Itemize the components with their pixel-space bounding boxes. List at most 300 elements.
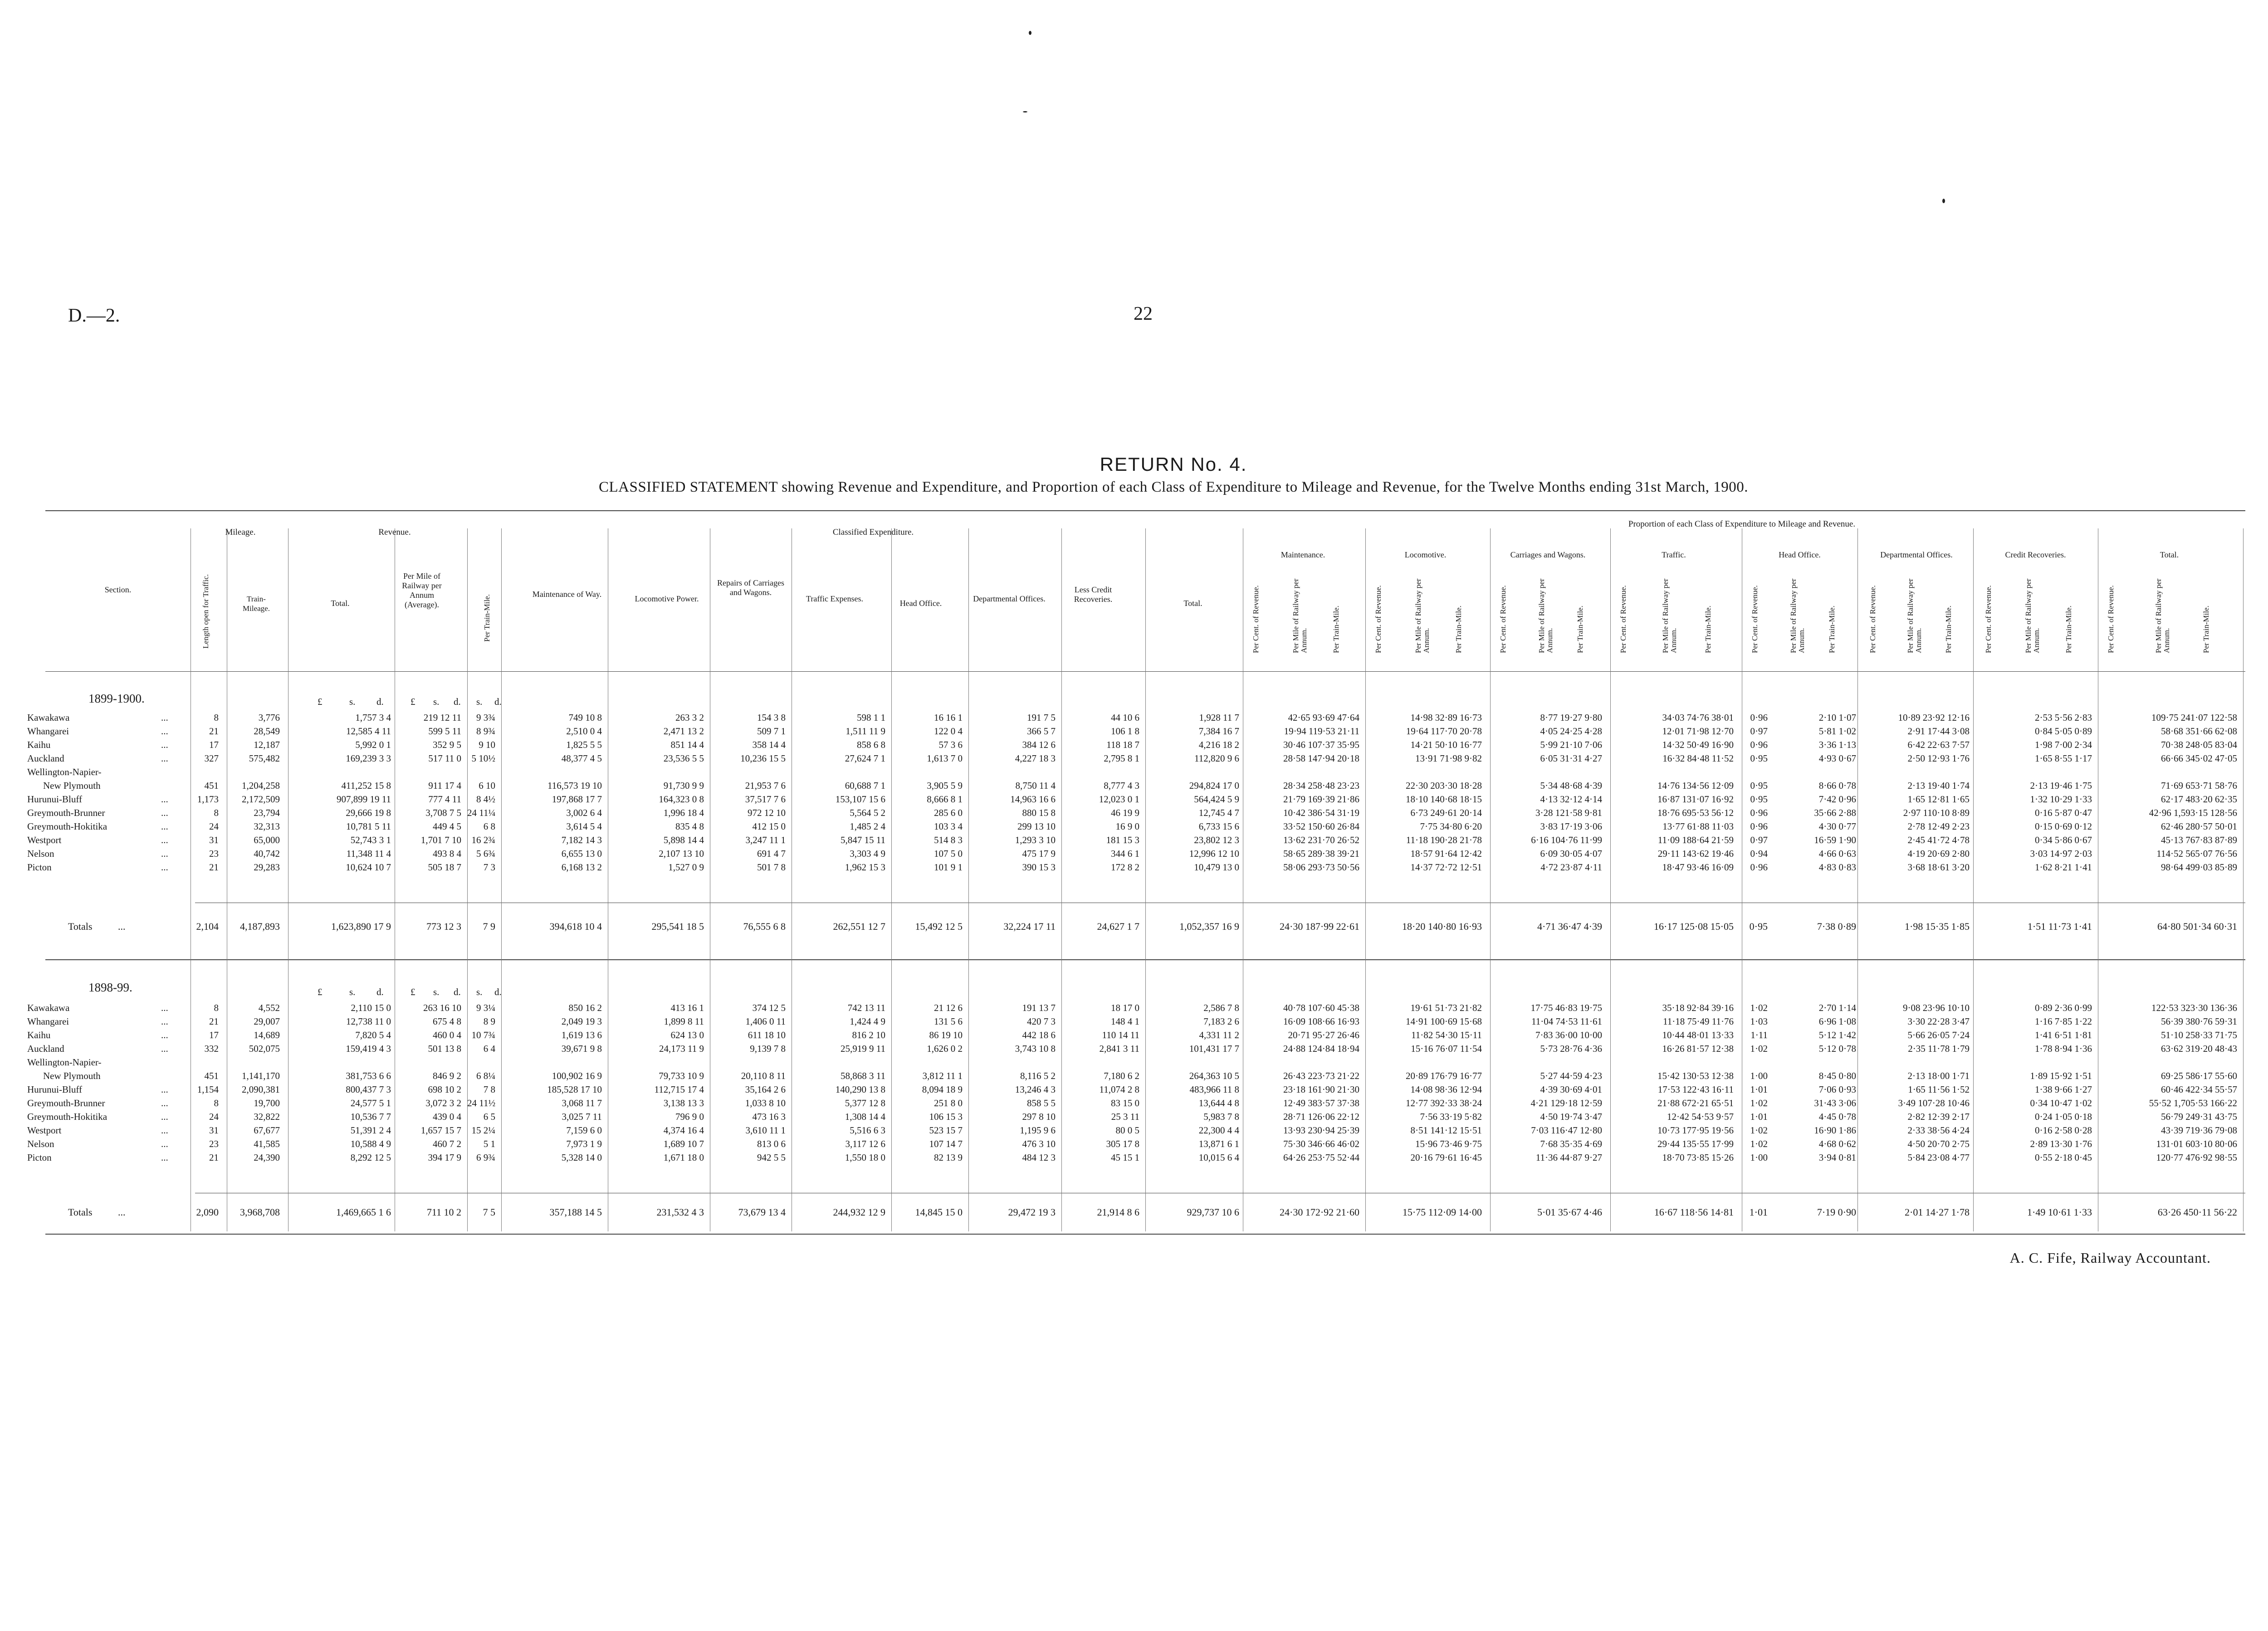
cell-maintenance: 116,573 19 10 xyxy=(547,780,602,791)
cell-locomotive: 2,107 13 10 xyxy=(659,848,704,859)
cell-p-carr: 5·99 21·10 7·06 xyxy=(1540,739,1602,750)
cell-rev-total: 159,419 4 3 xyxy=(346,1043,391,1054)
unit-label: d. xyxy=(376,696,384,707)
cell-p-total: 56·39 380·76 59·31 xyxy=(2161,1016,2237,1027)
proportion-column-header: Per Mile of Railway per Annum. xyxy=(1537,578,1554,653)
section-name: Greymouth-Hokitika xyxy=(27,1111,108,1122)
cell-departmental: 442 18 6 xyxy=(1022,1030,1056,1040)
cell-rev-total: 10,536 7 7 xyxy=(350,1111,391,1122)
cell-p-dept: 6·42 22·63 7·57 xyxy=(1907,739,1970,750)
cell-p-total: 42·96 1,593·15 128·56 xyxy=(2149,807,2237,818)
cell-p-loco: 15·16 76·07 11·54 xyxy=(1411,1043,1482,1054)
header-train-mileage: Train-Mileage. xyxy=(243,595,270,613)
cell-train-miles: 3,776 xyxy=(258,712,280,723)
cell-repairs: 35,164 2 6 xyxy=(745,1084,786,1095)
cell-rev-total: 24,577 5 1 xyxy=(350,1098,391,1108)
cell-rev-per-train: 24 11½ xyxy=(467,1098,496,1108)
cell-locomotive: 112,715 17 4 xyxy=(654,1084,704,1095)
cell-credit: 44 10 6 xyxy=(1111,712,1139,723)
section-name: Westport xyxy=(27,1125,62,1136)
totals-maintenance: 357,188 14 5 xyxy=(549,1206,602,1218)
cell-head-office: 131 5 6 xyxy=(934,1016,963,1027)
cell-maintenance: 7,973 1 9 xyxy=(566,1138,602,1149)
cell-credit: 80 0 5 xyxy=(1115,1125,1139,1136)
cell-locomotive: 835 4 8 xyxy=(675,821,704,832)
totals-p-total: 64·80 501·34 60·31 xyxy=(2157,921,2237,932)
cell-p-dept: 1·65 11·56 1·52 xyxy=(1908,1084,1970,1095)
cell-rev-per-train: 16 2¾ xyxy=(471,835,495,845)
cell-rev-per-train: 15 2¼ xyxy=(471,1125,495,1136)
cell-locomotive: 23,536 5 5 xyxy=(663,753,704,764)
cell-p-head2: 31·43 3·06 xyxy=(1814,1098,1856,1108)
totals-p-dept: 2·01 14·27 1·78 xyxy=(1905,1206,1970,1218)
cell-p-credit: 0·24 1·05 0·18 xyxy=(2035,1111,2092,1122)
leader-dots: ... xyxy=(161,1152,168,1163)
cell-length: 21 xyxy=(209,1016,219,1027)
cell-total: 483,966 11 8 xyxy=(1189,1084,1239,1095)
statement-heading: CLASSIFIED STATEMENT showing Revenue and Expenditure, and Proportion of each Class of Expenditure to Mileage and Revenue, for the Twelve Months ending 31st March, 1900. xyxy=(598,479,1749,495)
cell-locomotive: 5,898 14 4 xyxy=(663,835,704,845)
cell-p-dept: 10·89 23·92 12·16 xyxy=(1898,712,1970,723)
cell-p-head: 0·94 xyxy=(1750,848,1768,859)
cell-rev-per-train: 9 3¼ xyxy=(476,1002,495,1013)
cell-p-traffic: 11·09 188·64 21·59 xyxy=(1657,835,1734,845)
cell-head-office: 8,094 18 9 xyxy=(922,1084,963,1095)
cell-maintenance: 3,002 6 4 xyxy=(566,807,602,818)
proportion-column-header: Per Cent. of Revenue. xyxy=(1984,585,1993,653)
cell-p-total: 66·66 345·02 47·05 xyxy=(2161,753,2237,764)
proportion-subgroup: Maintenance. xyxy=(1281,550,1325,559)
totals-p-credit: 1·51 11·73 1·41 xyxy=(2027,921,2092,932)
leader-dots: ... xyxy=(161,1002,168,1013)
cell-p-head: 0·95 xyxy=(1750,780,1768,791)
cell-total: 10,479 13 0 xyxy=(1194,862,1239,873)
cell-departmental: 4,227 18 3 xyxy=(1015,753,1056,764)
cell-repairs: 509 7 1 xyxy=(757,726,786,737)
cell-traffic: 25,919 9 11 xyxy=(841,1043,885,1054)
proportion-column-header: Per Cent. of Revenue. xyxy=(1750,585,1759,653)
cell-departmental: 8,750 11 4 xyxy=(1015,780,1056,791)
cell-p-carr: 6·05 31·31 4·27 xyxy=(1540,753,1602,764)
cell-train-miles: 32,313 xyxy=(254,821,280,832)
cell-length: 327 xyxy=(204,753,219,764)
cell-p-maint: 30·46 107·37 35·95 xyxy=(1283,739,1359,750)
totals-repairs: 73,679 13 4 xyxy=(738,1206,786,1218)
cell-departmental: 13,246 4 3 xyxy=(1015,1084,1056,1095)
cell-repairs: 501 7 8 xyxy=(757,862,786,873)
cell-p-carr: 8·77 19·27 9·80 xyxy=(1540,712,1602,723)
section-name: Whangarei xyxy=(27,726,69,737)
cell-p-carr: 4·72 23·87 4·11 xyxy=(1540,862,1602,873)
cell-p-traffic: 34·03 74·76 38·01 xyxy=(1662,712,1734,723)
cell-train-miles: 32,822 xyxy=(254,1111,280,1122)
cell-rev-per-train: 6 10 xyxy=(479,780,495,791)
cell-p-maint: 28·34 258·48 23·23 xyxy=(1283,780,1359,791)
cell-maintenance: 48,377 4 5 xyxy=(561,753,602,764)
cell-total: 1,928 11 7 xyxy=(1199,712,1239,723)
cell-p-loco: 19·64 117·70 20·78 xyxy=(1406,726,1482,737)
cell-p-total: 60·46 422·34 55·57 xyxy=(2161,1084,2237,1095)
cell-credit: 12,023 0 1 xyxy=(1099,794,1139,805)
proportion-column-header: Per Mile of Railway per Annum. xyxy=(1906,578,1923,653)
unit-label: d. xyxy=(494,696,502,707)
cell-p-dept: 5·66 26·05 7·24 xyxy=(1907,1030,1970,1040)
cell-p-credit: 2·89 13·30 1·76 xyxy=(2030,1138,2092,1149)
cell-rev-per-mile: 263 16 10 xyxy=(423,1002,461,1013)
cell-traffic: 5,847 15 11 xyxy=(841,835,885,845)
cell-traffic: 3,117 12 6 xyxy=(845,1138,885,1149)
section-name: Picton xyxy=(27,1152,52,1163)
cell-departmental: 191 13 7 xyxy=(1022,1002,1056,1013)
totals-traffic: 262,551 12 7 xyxy=(833,921,885,932)
leader-dots: ... xyxy=(161,794,168,805)
header-head-office: Head Office. xyxy=(899,599,942,608)
cell-rev-per-mile: 505 18 7 xyxy=(428,862,461,873)
totals-label: Totals xyxy=(68,1206,93,1218)
header-maintenance: Maintenance of Way. xyxy=(532,590,602,599)
cell-repairs: 972 12 10 xyxy=(748,807,786,818)
cell-maintenance: 2,049 19 3 xyxy=(561,1016,602,1027)
cell-length: 17 xyxy=(209,739,219,750)
cell-p-loco: 14·98 32·89 16·73 xyxy=(1410,712,1482,723)
cell-repairs: 37,517 7 6 xyxy=(745,794,786,805)
cell-p-maint: 24·88 124·84 18·94 xyxy=(1283,1043,1359,1054)
cell-traffic: 742 13 11 xyxy=(847,1002,885,1013)
cell-p-loco: 18·10 140·68 18·15 xyxy=(1406,794,1482,805)
cell-head-office: 106 15 3 xyxy=(929,1111,963,1122)
unit-label: £ xyxy=(411,986,415,997)
cell-p-maint: 16·09 108·66 16·93 xyxy=(1283,1016,1359,1027)
cell-credit: 110 14 11 xyxy=(1102,1030,1139,1040)
cell-total: 4,331 11 2 xyxy=(1199,1030,1239,1040)
cell-maintenance: 3,068 11 7 xyxy=(562,1098,602,1108)
cell-p-dept: 4·50 20·70 2·75 xyxy=(1907,1138,1970,1149)
cell-p-head: 0·96 xyxy=(1750,712,1768,723)
cell-locomotive: 1,996 18 4 xyxy=(663,807,704,818)
cell-p-loco: 14·91 100·69 15·68 xyxy=(1406,1016,1482,1027)
cell-rev-per-mile: 846 9 2 xyxy=(433,1070,461,1081)
cell-length: 23 xyxy=(209,848,219,859)
cell-rev-per-mile: 698 10 2 xyxy=(428,1084,461,1095)
cell-rev-per-mile: 1,657 15 7 xyxy=(420,1125,461,1136)
leader-dots: ... xyxy=(118,921,126,932)
unit-label: £ xyxy=(318,986,323,997)
cell-rev-total: 12,738 11 0 xyxy=(346,1016,391,1027)
totals-train-miles: 3,968,708 xyxy=(240,1206,280,1218)
cell-head-office: 1,626 0 2 xyxy=(927,1043,963,1054)
totals-rev-per-mile: 711 10 2 xyxy=(426,1206,461,1218)
cell-rev-per-train: 5 1 xyxy=(483,1138,495,1149)
section-name: Wellington-Napier- xyxy=(27,1057,102,1068)
section-name: Greymouth-Brunner xyxy=(27,1098,105,1108)
cell-credit: 2,841 3 11 xyxy=(1099,1043,1139,1054)
table-top-rule xyxy=(45,510,2245,511)
cell-p-head2: 4·83 0·83 xyxy=(1818,862,1856,873)
cell-rev-per-mile: 493 8 4 xyxy=(433,848,461,859)
totals-departmental: 32,224 17 11 xyxy=(1003,921,1056,932)
cell-p-head2: 3·36 1·13 xyxy=(1818,739,1856,750)
totals-p-head: 0·95 xyxy=(1749,921,1768,932)
proportion-column-header: Per Train-Mile. xyxy=(1331,606,1340,653)
header-repairs: Repairs of Carriages and Wagons. xyxy=(717,578,784,597)
cell-maintenance: 6,655 13 0 xyxy=(561,848,602,859)
cell-length: 21 xyxy=(209,1152,219,1163)
cell-train-miles: 2,090,381 xyxy=(242,1084,280,1095)
cell-p-head2: 35·66 2·88 xyxy=(1814,807,1856,818)
cell-rev-per-train: 9 10 xyxy=(479,739,495,750)
cell-locomotive: 1,689 10 7 xyxy=(663,1138,704,1149)
cell-traffic: 140,290 13 8 xyxy=(835,1084,885,1095)
cell-credit: 8,777 4 3 xyxy=(1104,780,1139,791)
cell-p-head2: 4·68 0·62 xyxy=(1818,1138,1856,1149)
cell-head-office: 1,613 7 0 xyxy=(927,753,963,764)
cell-total: 12,996 12 10 xyxy=(1189,848,1239,859)
cell-p-loco: 11·18 190·28 21·78 xyxy=(1406,835,1482,845)
cell-length: 451 xyxy=(204,1070,219,1081)
cell-rev-total: 10,588 4 9 xyxy=(350,1138,391,1149)
cell-departmental: 476 3 10 xyxy=(1022,1138,1056,1149)
cell-p-dept: 4·19 20·69 2·80 xyxy=(1907,848,1970,859)
cell-p-dept: 2·91 17·44 3·08 xyxy=(1907,726,1970,737)
section-name: Nelson xyxy=(27,848,54,859)
cell-traffic: 1,308 14 4 xyxy=(845,1111,885,1122)
cell-head-office: 251 8 0 xyxy=(934,1098,963,1108)
header-rev-per-train-mile: Per Train-Mile. xyxy=(483,594,491,642)
cell-rev-total: 29,666 19 8 xyxy=(346,807,391,818)
cell-credit: 172 8 2 xyxy=(1111,862,1139,873)
cell-rev-per-train: 9 3¾ xyxy=(476,712,495,723)
signature: A. C. Fife, Railway Accountant. xyxy=(2009,1250,2211,1266)
leader-dots: ... xyxy=(161,726,168,737)
cell-locomotive: 3,138 13 3 xyxy=(663,1098,704,1108)
cell-head-office: 514 8 3 xyxy=(934,835,963,845)
cell-rev-per-mile: 460 0 4 xyxy=(433,1030,461,1040)
totals-rev-total: 1,469,665 1 6 xyxy=(336,1206,391,1218)
totals-p-maint: 24·30 187·99 22·61 xyxy=(1280,921,1359,932)
cell-departmental: 420 7 3 xyxy=(1027,1016,1056,1027)
cell-train-miles: 19,700 xyxy=(254,1098,280,1108)
cell-p-head: 0·96 xyxy=(1750,821,1768,832)
proportion-column-header: Per Train-Mile. xyxy=(1944,606,1953,653)
cell-p-loco: 7·75 34·80 6·20 xyxy=(1420,821,1482,832)
cell-total: 294,824 17 0 xyxy=(1189,780,1239,791)
totals-p-credit: 1·49 10·61 1·33 xyxy=(2027,1206,2092,1218)
proportion-column-header: Per Cent. of Revenue. xyxy=(1868,585,1877,653)
cell-departmental: 1,293 3 10 xyxy=(1015,835,1056,845)
cell-rev-per-train: 7 8 xyxy=(483,1084,495,1095)
cell-p-maint: 42·65 93·69 47·64 xyxy=(1288,712,1359,723)
header-rev-per-mile: Per Mile of Railway per Annum (Average). xyxy=(402,571,442,609)
cell-total: 101,431 17 7 xyxy=(1189,1043,1239,1054)
cell-p-credit: 1·89 15·92 1·51 xyxy=(2030,1070,2092,1081)
unit-label: s. xyxy=(433,986,440,997)
cell-p-credit: 0·89 2·36 0·99 xyxy=(2035,1002,2092,1013)
cell-rev-per-mile: 219 12 11 xyxy=(423,712,461,723)
cell-locomotive: 164,323 0 8 xyxy=(659,794,704,805)
section-name: Greymouth-Brunner xyxy=(27,807,105,818)
cell-p-traffic: 29·11 143·62 19·46 xyxy=(1657,848,1734,859)
cell-p-head: 1·00 xyxy=(1750,1152,1768,1163)
cell-length: 24 xyxy=(209,1111,219,1122)
cell-maintenance: 1,619 13 6 xyxy=(561,1030,602,1040)
cell-p-dept: 3·49 107·28 10·46 xyxy=(1898,1098,1970,1108)
cell-rev-per-mile: 439 0 4 xyxy=(433,1111,461,1122)
leader-dots: ... xyxy=(161,1043,168,1054)
cell-departmental: 299 13 10 xyxy=(1017,821,1056,832)
leader-dots: ... xyxy=(161,1098,168,1108)
leader-dots: ... xyxy=(161,862,168,873)
cell-departmental: 384 12 6 xyxy=(1022,739,1056,750)
cell-credit: 118 18 7 xyxy=(1106,739,1139,750)
cell-p-credit: 0·34 10·47 1·02 xyxy=(2030,1098,2092,1108)
header-total: Total. xyxy=(1183,599,1202,608)
leader-dots: ... xyxy=(161,821,168,832)
cell-p-loco: 11·82 54·30 15·11 xyxy=(1411,1030,1482,1040)
cell-p-carr: 7·83 36·00 10·00 xyxy=(1535,1030,1602,1040)
table-bottom-rule xyxy=(45,1234,2245,1235)
cell-credit: 106 1 8 xyxy=(1111,726,1139,737)
cell-length: 24 xyxy=(209,821,219,832)
cell-p-maint: 75·30 346·66 46·02 xyxy=(1283,1138,1359,1149)
header-traffic: Traffic Expenses. xyxy=(806,594,863,603)
cell-p-credit: 0·16 2·58 0·28 xyxy=(2035,1125,2092,1136)
cell-traffic: 816 2 10 xyxy=(852,1030,885,1040)
cell-head-office: 523 15 7 xyxy=(929,1125,963,1136)
cell-repairs: 1,033 8 10 xyxy=(745,1098,786,1108)
cell-p-maint: 40·78 107·60 45·38 xyxy=(1283,1002,1359,1013)
cell-rev-per-train: 6 8 xyxy=(483,821,495,832)
unit-label: £ xyxy=(411,696,415,707)
cell-total: 5,983 7 8 xyxy=(1203,1111,1239,1122)
cell-p-dept: 2·13 19·40 1·74 xyxy=(1907,780,1970,791)
totals-p-carr: 5·01 35·67 4·46 xyxy=(1537,1206,1602,1218)
cell-departmental: 191 7 5 xyxy=(1027,712,1056,723)
cell-rev-per-train: 8 4½ xyxy=(476,794,495,805)
proportion-column-header: Per Train-Mile. xyxy=(1454,606,1463,653)
cell-p-traffic: 12·42 54·53 9·57 xyxy=(1667,1111,1734,1122)
totals-p-carr: 4·71 36·47 4·39 xyxy=(1537,921,1602,932)
cell-rev-per-mile: 352 9 5 xyxy=(433,739,461,750)
cell-locomotive: 2,471 13 2 xyxy=(663,726,704,737)
cell-p-head: 1·11 xyxy=(1750,1030,1768,1040)
cell-p-carr: 5·73 28·76 4·36 xyxy=(1540,1043,1602,1054)
totals-head-office: 14,845 15 0 xyxy=(915,1206,963,1218)
totals-p-maint: 24·30 172·92 21·60 xyxy=(1280,1206,1359,1218)
cell-total: 10,015 6 4 xyxy=(1198,1152,1239,1163)
group-mileage: Mileage. xyxy=(225,527,256,537)
proportion-column-header: Per Cent. of Revenue. xyxy=(2107,585,2115,653)
proportion-subgroup: Carriages and Wagons. xyxy=(1510,550,1586,559)
cell-p-credit: 1·41 6·51 1·81 xyxy=(2035,1030,2092,1040)
cell-credit: 181 15 3 xyxy=(1106,835,1139,845)
cell-p-carr: 5·34 48·68 4·39 xyxy=(1540,780,1602,791)
cell-total: 13,644 4 8 xyxy=(1198,1098,1239,1108)
year-label-1899: 1898-99. xyxy=(88,981,132,994)
section-name: New Plymouth xyxy=(43,780,101,791)
cell-departmental: 366 5 7 xyxy=(1027,726,1056,737)
cell-total: 23,802 12 3 xyxy=(1194,835,1239,845)
cell-rev-per-mile: 449 4 5 xyxy=(433,821,461,832)
cell-length: 332 xyxy=(204,1043,219,1054)
cell-p-maint: 64·26 253·75 52·44 xyxy=(1283,1152,1359,1163)
cell-rev-per-mile: 777 4 11 xyxy=(428,794,461,805)
cell-maintenance: 185,528 17 10 xyxy=(547,1084,602,1095)
cell-p-credit: 0·55 2·18 0·45 xyxy=(2035,1152,2092,1163)
cell-p-loco: 6·73 249·61 20·14 xyxy=(1410,807,1482,818)
cell-traffic: 3,303 4 9 xyxy=(850,848,885,859)
section-name: Auckland xyxy=(27,753,64,764)
cell-p-credit: 1·62 8·21 1·41 xyxy=(2035,862,2092,873)
proportion-subgroup: Head Office. xyxy=(1779,550,1821,559)
cell-traffic: 5,377 12 8 xyxy=(845,1098,885,1108)
cell-repairs: 20,110 8 11 xyxy=(741,1070,786,1081)
cell-locomotive: 1,671 18 0 xyxy=(663,1152,704,1163)
cell-locomotive: 4,374 16 4 xyxy=(663,1125,704,1136)
cell-p-head: 1·02 xyxy=(1750,1138,1768,1149)
cell-head-office: 82 13 9 xyxy=(934,1152,963,1163)
proportion-column-header: Per Mile of Railway per Annum. xyxy=(1661,578,1678,653)
cell-p-credit: 0·34 5·86 0·67 xyxy=(2035,835,2092,845)
cell-p-total: 58·68 351·66 62·08 xyxy=(2161,726,2237,737)
cell-length: 451 xyxy=(204,780,219,791)
group-revenue: Revenue. xyxy=(378,527,411,537)
totals-p-total: 63·26 450·11 56·22 xyxy=(2157,1206,2237,1218)
cell-p-dept: 2·35 11·78 1·79 xyxy=(1908,1043,1970,1054)
cell-p-carr: 4·13 32·12 4·14 xyxy=(1540,794,1602,805)
cell-rev-per-train: 6 9¾ xyxy=(476,1152,495,1163)
cell-p-head: 0·97 xyxy=(1750,835,1768,845)
cell-p-loco: 22·30 203·30 18·28 xyxy=(1406,780,1482,791)
section-name: Westport xyxy=(27,835,62,845)
cell-p-head2: 5·81 1·02 xyxy=(1818,726,1856,737)
cell-head-office: 285 6 0 xyxy=(934,807,963,818)
cell-departmental: 484 12 3 xyxy=(1022,1152,1056,1163)
cell-p-total: 98·64 499·03 85·89 xyxy=(2161,862,2237,873)
cell-head-office: 101 9 1 xyxy=(934,862,963,873)
cell-p-maint: 20·71 95·27 26·46 xyxy=(1288,1030,1359,1040)
cell-train-miles: 41,585 xyxy=(254,1138,280,1149)
group-proportion: Proportion of each Class of Expenditure to Mileage and Revenue. xyxy=(1628,519,1856,529)
cell-p-loco: 8·51 141·12 15·51 xyxy=(1410,1125,1482,1136)
cell-locomotive: 91,730 9 9 xyxy=(663,780,704,791)
cell-p-carr: 4·05 24·25 4·28 xyxy=(1540,726,1602,737)
unit-label: s. xyxy=(433,696,440,707)
return-title: RETURN No. 4. xyxy=(1100,454,1247,475)
cell-rev-per-mile: 1,701 7 10 xyxy=(420,835,461,845)
header-length: Length open for Traffic. xyxy=(201,574,210,649)
cell-p-loco: 20·16 79·61 16·45 xyxy=(1410,1152,1482,1163)
cell-repairs: 611 18 10 xyxy=(748,1030,786,1040)
cell-rev-total: 907,899 19 11 xyxy=(337,794,391,805)
cell-p-credit: 2·53 5·56 2·83 xyxy=(2035,712,2092,723)
cell-head-office: 57 3 6 xyxy=(938,739,963,750)
cell-train-miles: 29,007 xyxy=(254,1016,280,1027)
cell-credit: 11,074 2 8 xyxy=(1099,1084,1139,1095)
cell-repairs: 1,406 0 11 xyxy=(745,1016,786,1027)
cell-credit: 7,180 6 2 xyxy=(1104,1070,1139,1081)
cell-length: 1,173 xyxy=(197,794,219,805)
cell-p-credit: 0·16 5·87 0·47 xyxy=(2035,807,2092,818)
column-divider xyxy=(1973,528,1974,1231)
cell-p-carr: 5·27 44·59 4·23 xyxy=(1540,1070,1602,1081)
cell-p-credit: 2·13 19·46 1·75 xyxy=(2030,780,2092,791)
totals-locomotive: 295,541 18 5 xyxy=(651,921,704,932)
cell-total: 6,733 15 6 xyxy=(1198,821,1239,832)
cell-p-dept: 2·50 12·93 1·76 xyxy=(1907,753,1970,764)
section-name: Auckland xyxy=(27,1043,64,1054)
cell-p-maint: 19·94 119·53 21·11 xyxy=(1284,726,1359,737)
cell-p-traffic: 16·87 131·07 16·92 xyxy=(1657,794,1734,805)
